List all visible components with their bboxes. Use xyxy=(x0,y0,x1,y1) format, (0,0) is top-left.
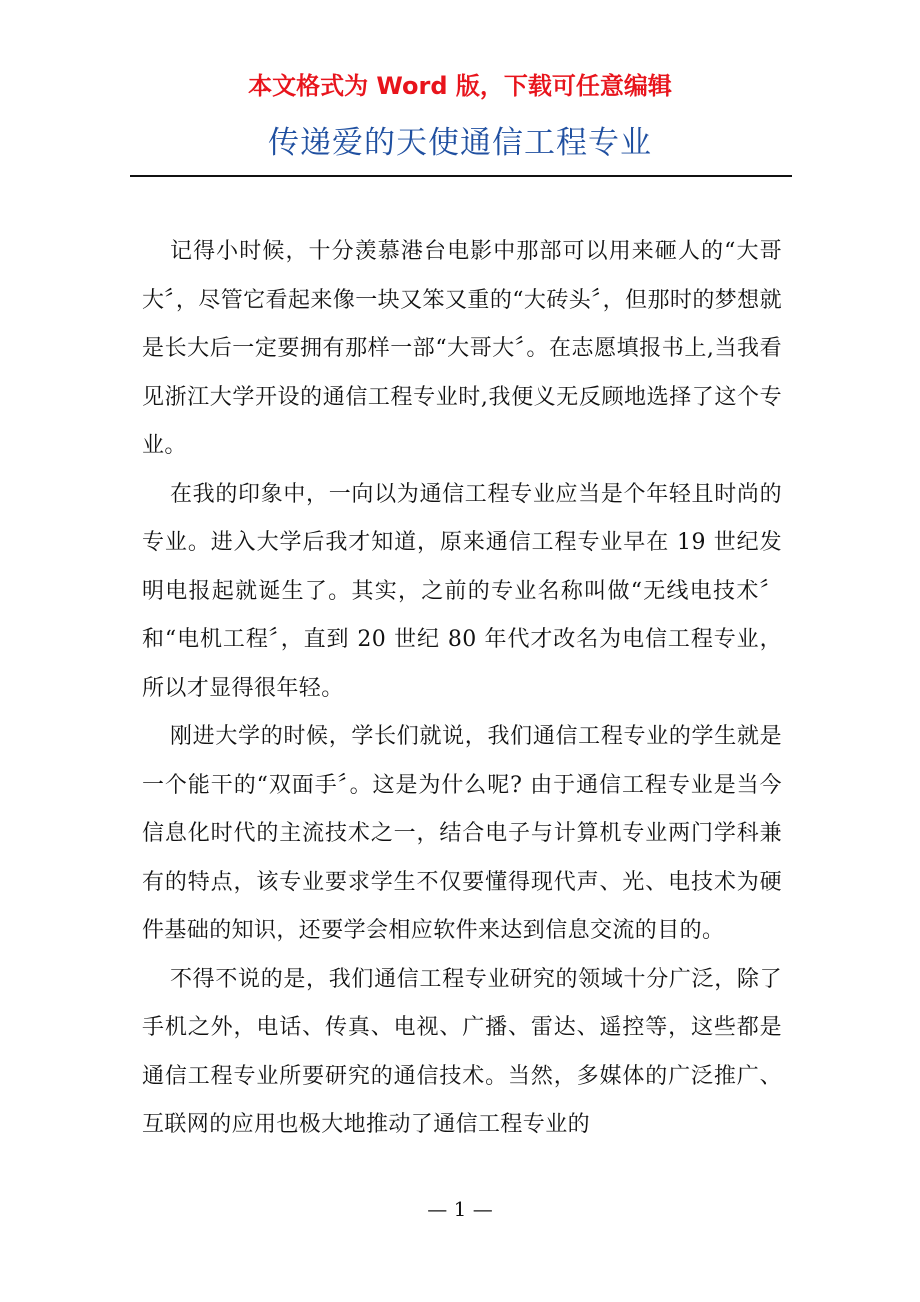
title-divider xyxy=(130,175,792,177)
body-paragraph-4: 不得不说的是，我们通信工程专业研究的领域十分广泛，除了手机之外，电话、传真、电视、广播、雷达、遥控等，这些都是通信工程专业所要研究的通信技术。当然，多媒体的广泛推广、互联网的应用也极大地推动了通信工程专业的 xyxy=(142,966,782,1137)
body-paragraph-3: 刚进大学的时候，学长们就说，我们通信工程专业的学生就是一个能干的“双面手〞。这是为什么呢? 由于通信工程专业是当今信息化时代的主流技术之一，结合电子与计算机专业两门学科兼有的特点，该专业要求学生不仅要懂得现代声、光、电技术为硬件基础的知识，还要学会相应软件来达到信息交流的目的。 xyxy=(142,724,782,943)
page-number: — 1 — xyxy=(427,1197,493,1221)
format-notice-banner: 本文格式为 Word 版，下载可任意编辑 xyxy=(248,72,672,100)
body-paragraph-1: 记得小时候，十分羡慕港台电影中那部可以用来砸人的“大哥大〞，尽管它看起来像一块又笨又重的“大砖头〞，但那时的梦想就是长大后一定要拥有那样一部“大哥大〞。在志愿填报书上,当我看见浙江大学开设的通信工程专业时,我便义无反顾地选择了这个专业。 xyxy=(142,239,782,458)
document-body xyxy=(142,228,782,1150)
body-paragraph-2: 在我的印象中，一向以为通信工程专业应当是个年轻且时尚的专业。进入大学后我才知道，原来通信工程专业早在 19 世纪发明电报起就诞生了。其实，之前的专业名称叫做“无线电技术〞和“电机工程〞，直到 20 世纪 80 年代才改名为电信工程专业，所以才显得很年轻。 xyxy=(142,481,782,701)
document-title: 传递爱的天使通信工程专业 xyxy=(268,125,652,161)
